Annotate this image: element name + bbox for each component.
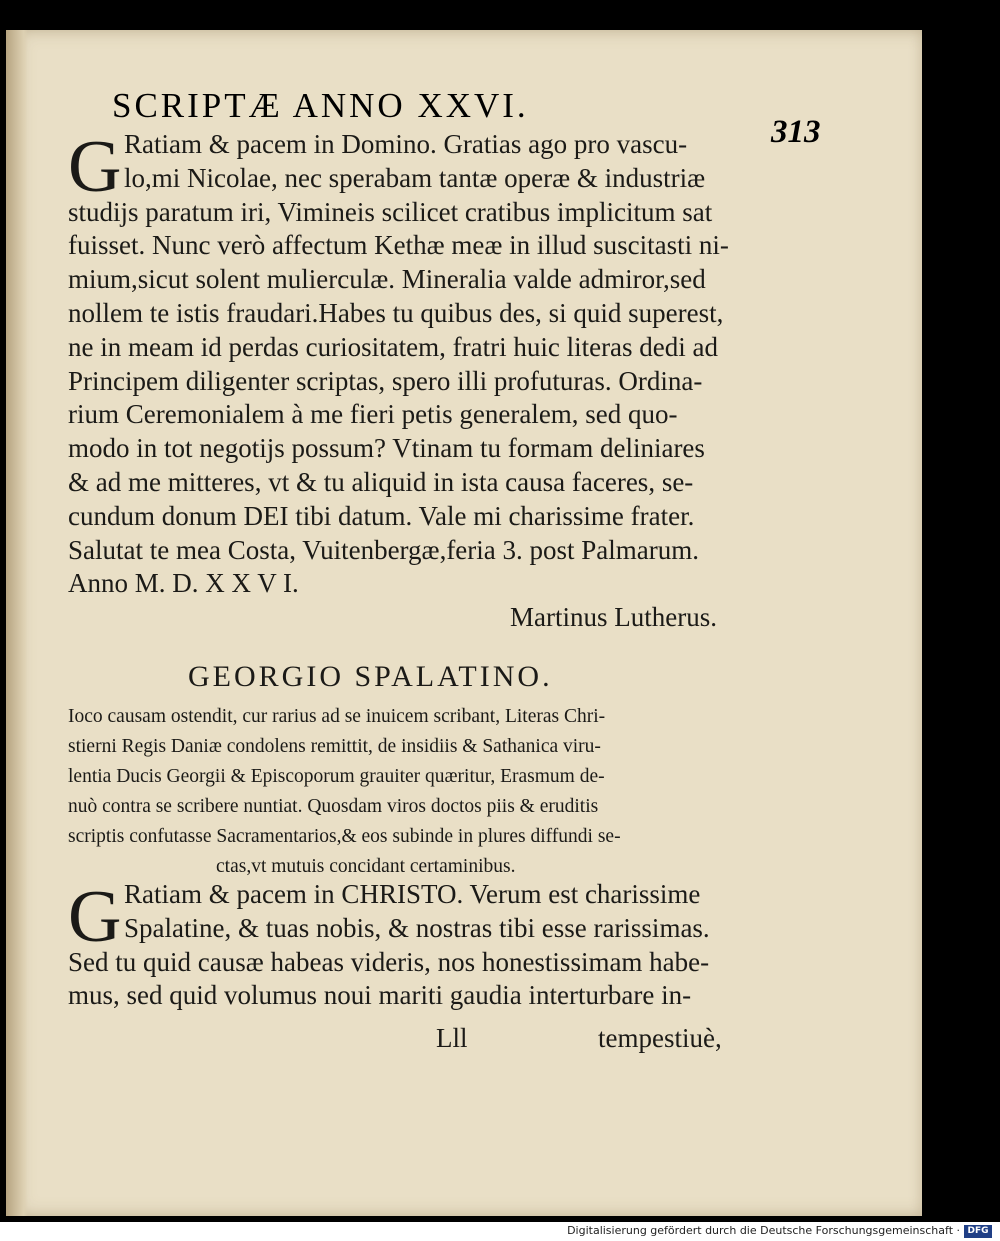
catchword: tempestiuè, bbox=[598, 1023, 722, 1053]
summary-line: lentia Ducis Georgii & Episcoporum grauiter quæritur, Erasmum de- bbox=[68, 766, 605, 787]
summary-line: stierni Regis Daniæ condolens remittit, de insidiis & Sathanica viru- bbox=[68, 736, 601, 757]
text-line: Anno M. D. X X V I. bbox=[68, 568, 299, 599]
gathering-signature: Lll bbox=[436, 1023, 468, 1053]
drop-capital: G bbox=[68, 126, 122, 208]
book-page bbox=[6, 30, 922, 1216]
text-line: Ratiam & pacem in Domino. Gratias ago pro vascu- bbox=[124, 129, 688, 159]
page-gutter bbox=[6, 30, 28, 1216]
letter-1-body bbox=[68, 128, 736, 601]
text-line: & ad me mitteres, vt & tu aliquid in ista causa faceres, se- bbox=[68, 466, 694, 497]
funding-credit: Digitalisierung gefördert durch die Deutsche Forschungsgemeinschaft · bbox=[567, 1224, 960, 1237]
section-heading: GEORGIO SPALATINO. bbox=[188, 660, 553, 693]
text-line: mium,sicut solent mulierculæ. Mineralia valde admiror,sed bbox=[68, 264, 706, 295]
text-line: modo in tot negotijs possum? Vtinam tu formam deliniares bbox=[68, 433, 705, 464]
text-line: studijs paratum iri, Vimineis scilicet cratibus implicitum sat bbox=[68, 196, 713, 227]
text-line: lo,mi Nicolae, nec sperabam tantæ operæ & industriæ bbox=[124, 162, 706, 193]
text-line: Spalatine, & tuas nobis, & nostras tibi esse rarissimas. bbox=[124, 912, 710, 943]
drop-capital: G bbox=[68, 876, 122, 958]
summary-line: ctas,vt mutuis concidant certaminibus. bbox=[216, 856, 516, 877]
text-line: Ratiam & pacem in CHRISTO. Verum est charissime bbox=[124, 879, 701, 909]
footer-bar bbox=[0, 1222, 1000, 1241]
text-line: nollem te istis fraudari.Habes tu quibus des, si quid superest, bbox=[68, 297, 724, 328]
letter-summary bbox=[68, 702, 736, 882]
text-line: fuisset. Nunc verò affectum Kethæ meæ in illud suscitasti ni- bbox=[68, 230, 729, 261]
text-line: rium Ceremonialem à me fieri petis generalem, sed quo- bbox=[68, 399, 678, 430]
page-number: 313 bbox=[771, 114, 821, 150]
signature: Martinus Lutherus. bbox=[510, 602, 717, 632]
text-line: mus, sed quid volumus noui mariti gaudia interturbare in- bbox=[68, 980, 692, 1011]
text-line: cundum donum DEI tibi datum. Vale mi charissime frater. bbox=[68, 500, 695, 531]
text-line: Salutat te mea Costa, Vuitenbergæ,feria 3. post Palmarum. bbox=[68, 534, 700, 565]
summary-line: Ioco causam ostendit, cur rarius ad se inuicem scribant, Literas Chri- bbox=[68, 706, 606, 727]
summary-line: scriptis confutasse Sacramentarios,& eos subinde in plures diffundi se- bbox=[68, 826, 621, 847]
letter-2-body bbox=[68, 878, 736, 1013]
text-line: ne in meam id perdas curiositatem, fratri huic literas dedi ad bbox=[68, 331, 719, 362]
summary-line: nuò contra se scribere nuntiat. Quosdam viros doctos piis & eruditis bbox=[68, 796, 599, 817]
dfg-logo: DFG bbox=[964, 1225, 992, 1238]
running-head: SCRIPTÆ ANNO XXVI. bbox=[112, 86, 529, 125]
text-line: Principem diligenter scriptas, spero illi profuturas. Ordina- bbox=[68, 365, 703, 396]
text-line: Sed tu quid causæ habeas videris, nos honestissimam habe- bbox=[68, 946, 710, 977]
